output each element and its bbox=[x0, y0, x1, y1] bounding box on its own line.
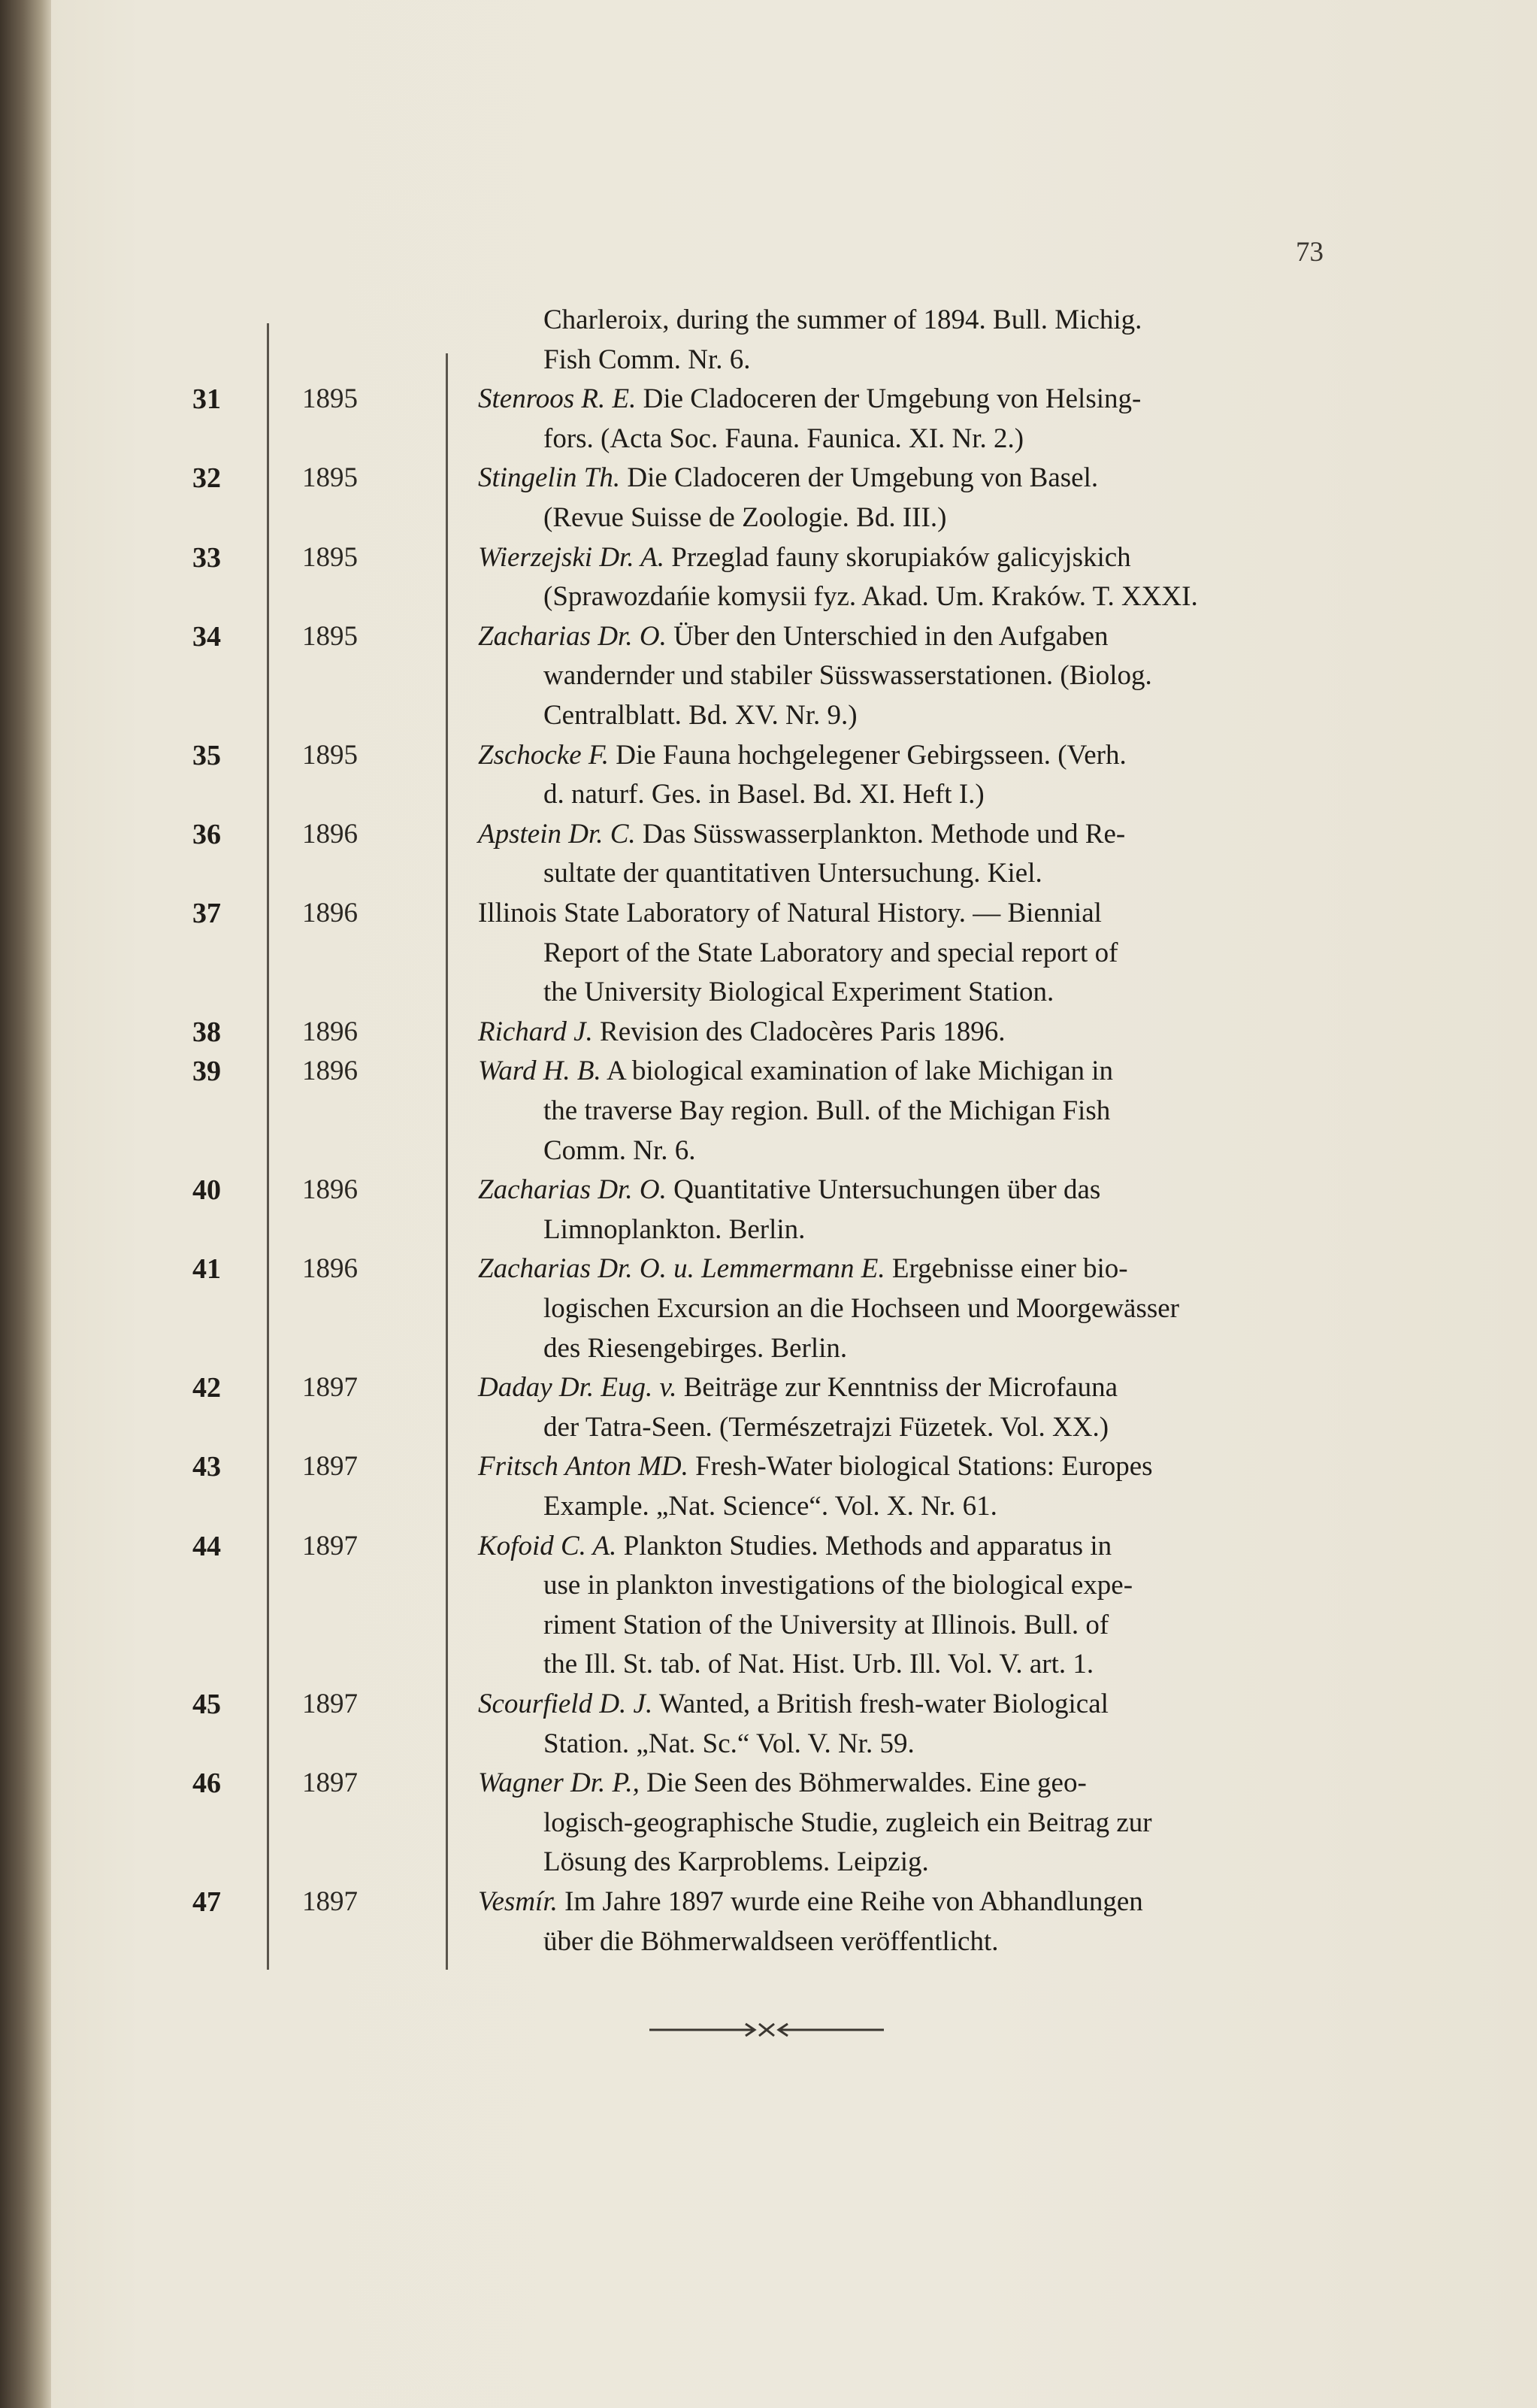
entry-number: 31 bbox=[192, 383, 221, 416]
reference-line: Illinois State Laboratory of Natural History. — Biennial bbox=[478, 898, 1102, 928]
entry-year: 1895 bbox=[302, 620, 358, 652]
entry-year: 1897 bbox=[302, 1372, 358, 1404]
entry-reference bbox=[478, 1249, 1341, 1368]
reference-line: sultate der quantitativen Untersuchung. Kiel. bbox=[543, 858, 1042, 889]
reference-line: Zacharias Dr. O. u. Lemmermann E. Ergebnisse einer bio- bbox=[478, 1253, 1128, 1285]
reference-line: des Riesengebirges. Berlin. bbox=[543, 1332, 848, 1364]
book-binding-edge bbox=[0, 0, 51, 2408]
reference-line: Stenroos R. E. Die Cladoceren der Umgebung von Helsing- bbox=[478, 383, 1142, 415]
author-name: Zacharias Dr. O. bbox=[478, 620, 667, 652]
entry-reference bbox=[478, 1764, 1341, 1882]
entry-number: 39 bbox=[192, 1056, 221, 1088]
reference-line: the Ill. St. tab. of Nat. Hist. Urb. Ill. Vol. V. art. 1. bbox=[543, 1649, 1094, 1680]
entry-reference bbox=[478, 1013, 1341, 1053]
entry-number: 36 bbox=[192, 818, 221, 850]
reference-line: fors. (Acta Soc. Fauna. Faunica. XI. Nr. 2.) bbox=[543, 423, 1024, 454]
entry-number: 33 bbox=[192, 541, 221, 574]
reference-line: Station. „Nat. Sc.“ Vol. V. Nr. 59. bbox=[543, 1728, 915, 1759]
page-number: 73 bbox=[1296, 237, 1324, 268]
entry-reference bbox=[478, 736, 1341, 815]
reference-line: Stingelin Th. Die Cladoceren der Umgebung von Basel. bbox=[478, 462, 1099, 494]
entry-reference bbox=[478, 1052, 1341, 1171]
reference-line: Example. „Nat. Science“. Vol. X. Nr. 61. bbox=[543, 1490, 997, 1522]
author-name: Ward H. B. bbox=[478, 1056, 601, 1087]
entry-year: 1895 bbox=[302, 739, 358, 771]
author-name: Richard J. bbox=[478, 1016, 593, 1047]
entry-number: 43 bbox=[192, 1451, 221, 1483]
reference-line: Report of the State Laboratory and special report of bbox=[543, 937, 1118, 968]
entry-reference bbox=[478, 617, 1341, 736]
author-name: Apstein Dr. C. bbox=[478, 818, 636, 850]
reference-line: Vesmír. Im Jahre 1897 wurde eine Reihe von Abhandlungen bbox=[478, 1886, 1143, 1917]
reference-line: Wagner Dr. P., Die Seen des Böhmerwaldes. Eine geo- bbox=[478, 1767, 1087, 1799]
entry-reference bbox=[478, 301, 1341, 380]
entry-number: 47 bbox=[192, 1886, 221, 1918]
entry-year: 1896 bbox=[302, 1174, 358, 1206]
entry-reference bbox=[478, 538, 1341, 617]
entry-year: 1896 bbox=[302, 818, 358, 850]
reference-line: Kofoid C. A. Plankton Studies. Methods and apparatus in bbox=[478, 1530, 1112, 1561]
reference-line: über die Böhmerwaldseen veröffentlicht. bbox=[543, 1925, 999, 1957]
reference-line: Centralblatt. Bd. XV. Nr. 9.) bbox=[543, 699, 858, 731]
reference-line: the University Biological Experiment Station. bbox=[543, 977, 1054, 1008]
author-name: Vesmír. bbox=[478, 1886, 558, 1917]
reference-line: der Tatra-Seen. (Természetrajzi Füzetek. Vol. XX.) bbox=[543, 1411, 1109, 1443]
entry-year: 1895 bbox=[302, 541, 358, 573]
entry-number: 45 bbox=[192, 1689, 221, 1720]
entry-number: 37 bbox=[192, 898, 221, 929]
reference-line: d. naturf. Ges. in Basel. Bd. XI. Heft I.) bbox=[543, 779, 985, 810]
entry-reference bbox=[478, 1685, 1341, 1764]
entry-reference bbox=[478, 1882, 1341, 1961]
reference-line: logischen Excursion an die Hochseen und Moorgewässer bbox=[543, 1292, 1179, 1324]
reference-line: logisch-geographische Studie, zugleich ein Beitrag zur bbox=[543, 1807, 1152, 1838]
reference-line: (Sprawozdańie komysii fyz. Akad. Um. Kraków. T. XXXI. bbox=[543, 581, 1198, 613]
entry-reference bbox=[478, 894, 1341, 1013]
reference-line: Ward H. B. A biological examination of lake Michigan in bbox=[478, 1056, 1114, 1087]
reference-line: wandernder und stabiler Süsswasserstationen. (Biolog. bbox=[543, 660, 1152, 692]
entry-number: 34 bbox=[192, 620, 221, 653]
reference-line: Comm. Nr. 6. bbox=[543, 1134, 696, 1166]
reference-line: Richard J. Revision des Cladocères Paris 1896. bbox=[478, 1016, 1006, 1047]
reference-line: Daday Dr. Eug. v. Beiträge zur Kenntniss der Microfauna bbox=[478, 1372, 1118, 1404]
author-name: Kofoid C. A. bbox=[478, 1530, 617, 1561]
end-ornament-icon bbox=[649, 2015, 884, 2045]
reference-line: Limnoplankton. Berlin. bbox=[543, 1213, 806, 1245]
author-name: Scourfield D. J. bbox=[478, 1689, 653, 1719]
reference-line: Apstein Dr. C. Das Süsswasserplankton. Methode und Re- bbox=[478, 818, 1126, 850]
entry-year: 1896 bbox=[302, 1253, 358, 1285]
reference-line: Fish Comm. Nr. 6. bbox=[543, 344, 751, 375]
entry-reference bbox=[478, 1527, 1341, 1685]
author-name: Zacharias Dr. O. bbox=[478, 1174, 667, 1206]
entry-year: 1897 bbox=[302, 1451, 358, 1483]
entry-reference bbox=[478, 380, 1341, 459]
entry-year: 1897 bbox=[302, 1689, 358, 1719]
entry-reference bbox=[478, 1171, 1341, 1249]
reference-line: Lösung des Karproblems. Leipzig. bbox=[543, 1846, 929, 1878]
entry-number: 40 bbox=[192, 1174, 221, 1207]
entry-number: 42 bbox=[192, 1372, 221, 1404]
entry-year: 1895 bbox=[302, 383, 358, 415]
entry-number: 32 bbox=[192, 462, 221, 495]
author-name: Zschocke F. bbox=[478, 739, 609, 771]
author-name: Wierzejski Dr. A. bbox=[478, 541, 665, 573]
author-name: Daday Dr. Eug. v. bbox=[478, 1372, 677, 1404]
reference-line: (Revue Suisse de Zoologie. Bd. III.) bbox=[543, 501, 947, 533]
reference-line: the traverse Bay region. Bull. of the Michigan Fish bbox=[543, 1095, 1111, 1126]
author-name: Wagner Dr. P., bbox=[478, 1767, 640, 1799]
column-rule-right bbox=[446, 353, 448, 1970]
author-name: Zacharias Dr. O. u. Lemmermann E. bbox=[478, 1253, 885, 1285]
entry-number: 46 bbox=[192, 1767, 221, 1800]
entry-year: 1896 bbox=[302, 898, 358, 928]
reference-line: Zacharias Dr. O. Über den Unterschied in den Aufgaben bbox=[478, 620, 1109, 652]
reference-line: riment Station of the University at Illinois. Bull. of bbox=[543, 1609, 1109, 1640]
entry-number: 35 bbox=[192, 739, 221, 771]
reference-line: Fritsch Anton MD. Fresh-Water biological Stations: Europes bbox=[478, 1451, 1153, 1483]
entry-reference bbox=[478, 1368, 1341, 1447]
column-rule-left bbox=[267, 323, 269, 1970]
author-name: Stingelin Th. bbox=[478, 462, 621, 494]
entry-year: 1896 bbox=[302, 1056, 358, 1087]
author-name: Fritsch Anton MD. bbox=[478, 1451, 688, 1483]
entry-year: 1897 bbox=[302, 1767, 358, 1799]
reference-line: Zschocke F. Die Fauna hochgelegener Gebirgsseen. (Verh. bbox=[478, 739, 1127, 771]
reference-line: use in plankton investigations of the biological expe- bbox=[543, 1570, 1133, 1601]
entry-reference bbox=[478, 459, 1341, 538]
reference-line: Wierzejski Dr. A. Przeglad fauny skorupiaków galicyjskich bbox=[478, 541, 1131, 573]
reference-line: Zacharias Dr. O. Quantitative Untersuchungen über das bbox=[478, 1174, 1101, 1206]
entry-reference bbox=[478, 1447, 1341, 1526]
entry-number: 41 bbox=[192, 1253, 221, 1286]
reference-line: Scourfield D. J. Wanted, a British fresh-water Biological bbox=[478, 1689, 1109, 1719]
entry-year: 1897 bbox=[302, 1886, 358, 1917]
author-name: Stenroos R. E. bbox=[478, 383, 637, 415]
entry-number: 44 bbox=[192, 1530, 221, 1562]
entry-year: 1895 bbox=[302, 462, 358, 494]
entry-year: 1896 bbox=[302, 1016, 358, 1047]
entry-year: 1897 bbox=[302, 1530, 358, 1561]
entry-reference bbox=[478, 815, 1341, 894]
entry-number: 38 bbox=[192, 1016, 221, 1048]
reference-line: Charleroix, during the summer of 1894. Bull. Michig. bbox=[543, 304, 1142, 335]
